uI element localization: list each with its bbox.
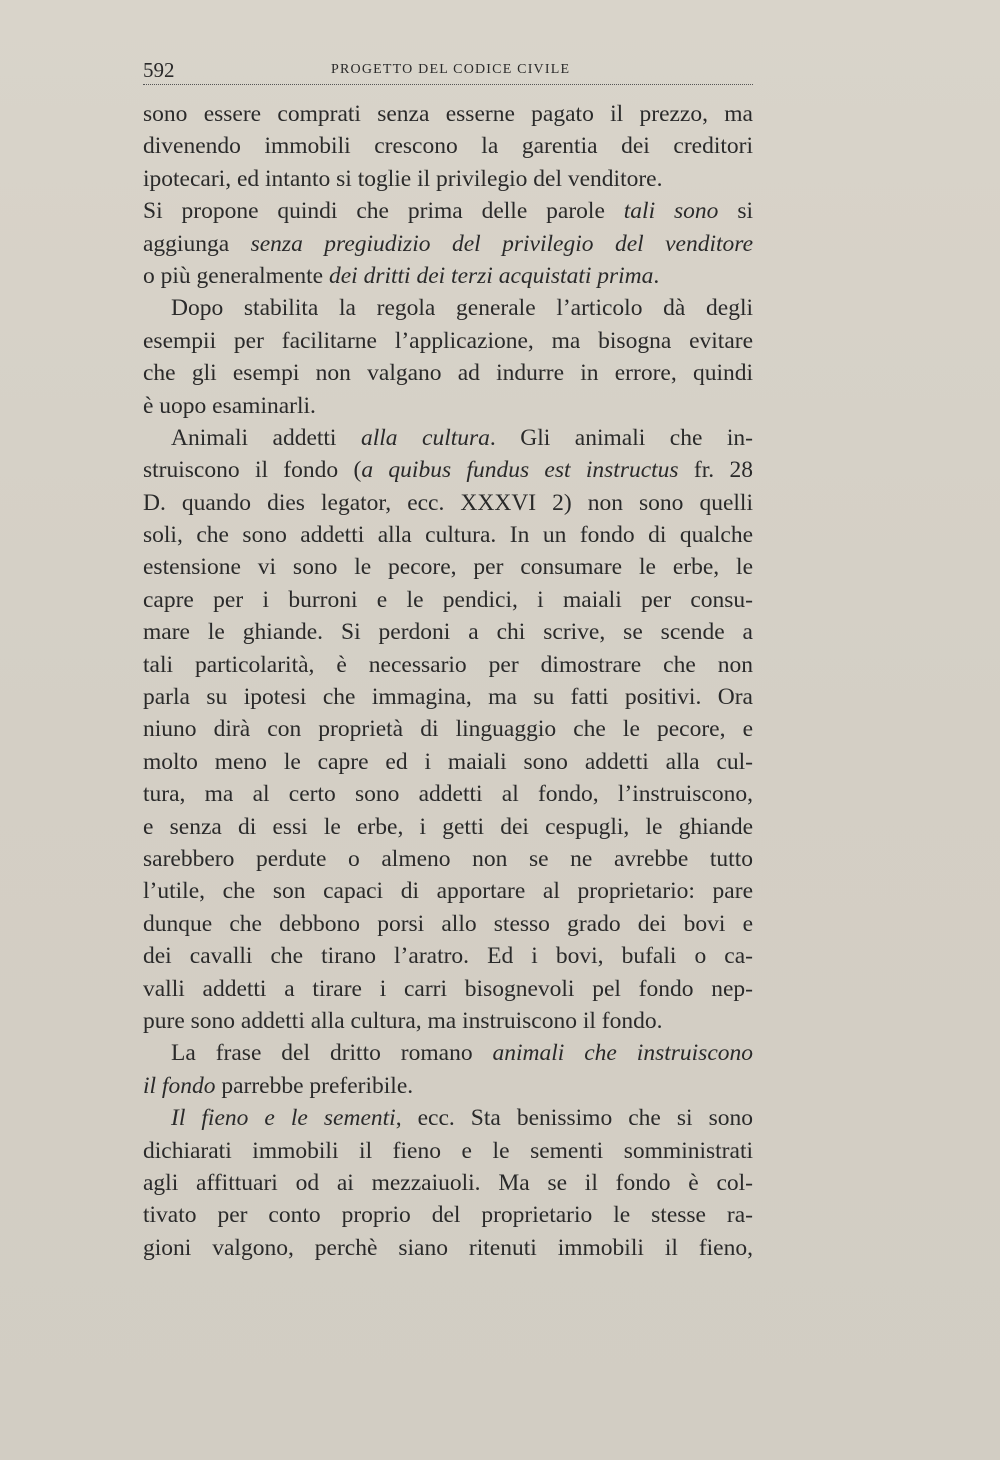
text-segment: . <box>653 262 660 289</box>
text-line <box>143 940 753 972</box>
text-segment: gioni valgono, perchè siano ritenuti immobili il fieno, <box>143 1234 753 1261</box>
text-segment: tivato per conto proprio del proprietario le stesse ra- <box>143 1202 753 1229</box>
text-line <box>143 1199 753 1231</box>
text-line <box>143 746 753 778</box>
text-line <box>143 584 753 616</box>
text-line <box>143 908 753 940</box>
text-line <box>143 875 753 907</box>
text-segment: è uopo esaminarli. <box>143 392 316 419</box>
text-segment: Animali addetti <box>171 424 361 451</box>
italic-text: animali che instruiscono <box>492 1040 753 1067</box>
text-segment: parrebbe preferibile. <box>215 1072 414 1099</box>
text-segment: fr. 28 <box>678 457 753 484</box>
page-header <box>143 58 753 85</box>
text-segment: molto meno le capre ed i maiali sono addetti alla cul- <box>143 748 753 775</box>
text-line <box>143 1232 753 1264</box>
text-line <box>143 1070 753 1102</box>
text-segment: divenendo immobili crescono la garentia dei creditori <box>143 133 753 160</box>
text-segment: che gli esempi non valgano ad indurre in errore, quindi <box>143 360 753 387</box>
text-line <box>143 454 753 486</box>
text-segment: niuno dirà con proprietà di linguaggio che le pecore, e <box>143 716 753 743</box>
italic-text: senza pregiudizio del privilegio del venditore <box>250 230 753 257</box>
italic-text: Il fieno e le sementi <box>171 1105 396 1132</box>
body-text <box>143 98 753 1264</box>
text-segment: dei cavalli che tirano l’aratro. Ed i bovi, bufali o ca- <box>143 943 753 970</box>
text-line <box>143 616 753 648</box>
text-line <box>143 1037 753 1069</box>
text-segment: . Gli animali che in- <box>489 424 753 451</box>
text-line <box>143 98 753 130</box>
italic-text: alla cultura <box>360 424 490 451</box>
text-segment: Dopo stabilita la regola generale l’articolo dà degli <box>171 295 753 322</box>
text-line <box>143 130 753 162</box>
text-segment: parla su ipotesi che immagina, ma su fatti positivi. Ora <box>143 684 753 711</box>
text-line <box>143 713 753 745</box>
text-line <box>143 260 753 292</box>
text-line <box>143 487 753 519</box>
text-segment: , ecc. Sta benissimo che si sono <box>395 1105 753 1132</box>
text-line <box>143 778 753 810</box>
text-line <box>143 1005 753 1037</box>
text-line <box>143 973 753 1005</box>
text-line <box>143 325 753 357</box>
text-line <box>143 422 753 454</box>
text-segment: aggiunga <box>143 230 251 257</box>
text-segment: o più generalmente <box>143 262 329 289</box>
text-segment: struiscono il fondo ( <box>143 457 362 484</box>
italic-text: dei dritti dei terzi acquistati prima <box>328 262 654 289</box>
text-line <box>143 843 753 875</box>
page-number: 592 <box>143 58 175 82</box>
text-line <box>143 357 753 389</box>
text-segment: l’utile, che son capaci di apportare al proprietario: pare <box>143 878 753 905</box>
text-segment: soli, che sono addetti alla cultura. In un fondo di qualche <box>143 522 753 549</box>
text-line <box>143 649 753 681</box>
italic-text: tali sono <box>623 198 719 225</box>
text-segment: dunque che debbono porsi allo stesso grado dei bovi e <box>143 910 753 937</box>
text-line <box>143 551 753 583</box>
italic-text: il fondo <box>143 1072 216 1099</box>
text-segment: ipotecari, ed intanto si toglie il privilegio del venditore. <box>143 165 663 192</box>
text-line <box>143 390 753 422</box>
text-segment: capre per i burroni e le pendici, i maiali per consu- <box>143 586 753 613</box>
text-line <box>143 1167 753 1199</box>
text-line <box>143 195 753 227</box>
text-segment: si <box>718 198 753 225</box>
text-line <box>143 228 753 260</box>
italic-text: a quibus fundus est instructus <box>361 457 679 484</box>
text-line <box>143 1135 753 1167</box>
text-segment: sarebbero perdute o almeno non se ne avrebbe tutto <box>143 845 753 872</box>
text-segment: dichiarati immobili il fieno e le sementi somministrati <box>143 1137 753 1164</box>
text-segment: Si propone quindi che prima delle parole <box>143 198 624 225</box>
text-line <box>143 681 753 713</box>
text-segment: D. quando dies legator, ecc. XXXVI 2) non sono quelli <box>143 489 753 516</box>
text-segment: esempii per facilitarne l’applicazione, ma bisogna evitare <box>143 327 753 354</box>
text-line <box>143 163 753 195</box>
text-segment: tura, ma al certo sono addetti al fondo, l’instruiscono, <box>143 781 753 808</box>
text-segment: sono essere comprati senza esserne pagato il prezzo, ma <box>143 101 753 127</box>
text-segment: tali particolarità, è necessario per dimostrare che non <box>143 651 753 678</box>
text-segment: e senza di essi le erbe, i getti dei cespugli, le ghiande <box>143 813 753 840</box>
text-segment: La frase del dritto romano <box>171 1040 493 1067</box>
text-segment: valli addetti a tirare i carri bisognevoli pel fondo nep- <box>143 975 753 1002</box>
text-line <box>143 519 753 551</box>
text-segment: mare le ghiande. Si perdoni a chi scrive, se scende a <box>143 619 753 646</box>
running-title: PROGETTO DEL CODICE CIVILE <box>331 62 571 77</box>
text-line <box>143 1102 753 1134</box>
text-segment: pure sono addetti alla cultura, ma instruiscono il fondo. <box>143 1007 663 1034</box>
text-line <box>143 811 753 843</box>
text-line <box>143 292 753 324</box>
text-segment: agli affittuari od ai mezzaiuoli. Ma se il fondo è col- <box>143 1169 753 1196</box>
text-segment: estensione vi sono le pecore, per consumare le erbe, le <box>143 554 753 581</box>
